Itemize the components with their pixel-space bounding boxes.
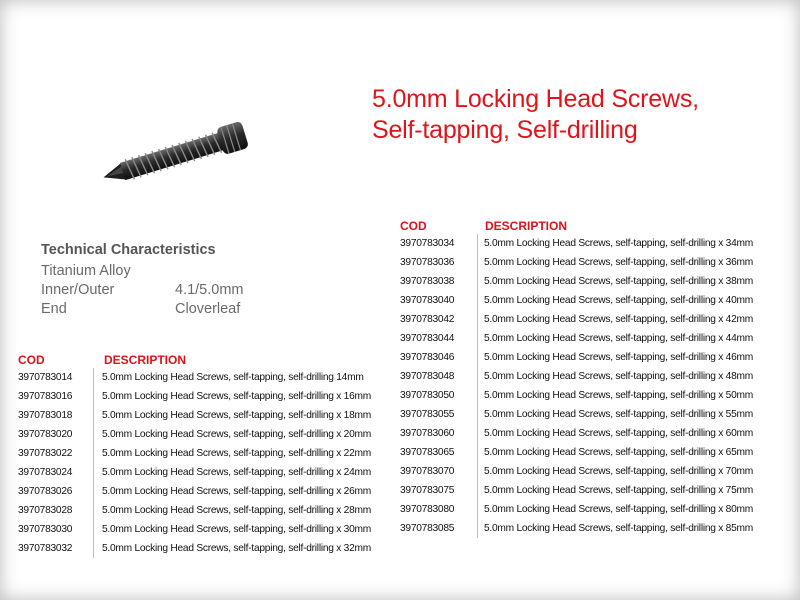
table-row (18, 406, 371, 425)
material-value: Titanium Alloy (41, 263, 131, 279)
table-row (400, 310, 753, 329)
code-column-header: COD (400, 219, 427, 233)
product-description: 5.0mm Locking Head Screws, self-tapping, self-drilling x 80mm (484, 504, 753, 515)
product-description: 5.0mm Locking Head Screws, self-tapping, self-drilling x 34mm (484, 238, 753, 249)
spec-row-inner-outer (41, 281, 244, 300)
table-row (400, 291, 753, 310)
product-code: 3970783016 (18, 391, 73, 402)
product-code: 3970783055 (400, 409, 455, 420)
locking-head-screw-icon (100, 118, 264, 190)
product-code: 3970783065 (400, 447, 455, 458)
table-row (400, 386, 753, 405)
technical-heading: Technical Characteristics (41, 242, 216, 258)
table-row (400, 462, 753, 481)
column-divider (477, 234, 478, 538)
table-row (400, 234, 753, 253)
product-code: 3970783046 (400, 352, 455, 363)
product-description: 5.0mm Locking Head Screws, self-tapping, self-drilling x 40mm (484, 295, 753, 306)
code-column-header: COD (18, 353, 45, 367)
spec-row-end (41, 300, 244, 319)
table-row (400, 348, 753, 367)
product-description: 5.0mm Locking Head Screws, self-tapping, self-drilling x 65mm (484, 447, 753, 458)
spec-value: 4.1/5.0mm (175, 282, 244, 298)
product-code: 3970783060 (400, 428, 455, 439)
table-row (400, 500, 753, 519)
table-row (400, 253, 753, 272)
spec-value: Cloverleaf (175, 301, 241, 317)
product-description: 5.0mm Locking Head Screws, self-tapping, self-drilling x 50mm (484, 390, 753, 401)
product-description: 5.0mm Locking Head Screws, self-tapping, self-drilling x 55mm (484, 409, 753, 420)
product-code: 3970783050 (400, 390, 455, 401)
table-row (400, 481, 753, 500)
product-code: 3970783024 (18, 467, 73, 478)
product-code: 3970783038 (400, 276, 455, 287)
product-description: 5.0mm Locking Head Screws, self-tapping, self-drilling x 24mm (102, 467, 371, 478)
product-code: 3970783036 (400, 257, 455, 268)
table-body (18, 368, 371, 558)
description-column-header: DESCRIPTION (485, 219, 568, 233)
product-code: 3970783014 (18, 372, 73, 383)
table-body (400, 234, 753, 538)
title-line-2: Self-tapping, Self-drilling (372, 116, 638, 144)
product-description: 5.0mm Locking Head Screws, self-tapping, self-drilling x 28mm (102, 505, 371, 516)
product-table-left (18, 352, 371, 558)
product-code: 3970783075 (400, 485, 455, 496)
table-row (400, 519, 753, 538)
product-description: 5.0mm Locking Head Screws, self-tapping, self-drilling x 26mm (102, 486, 371, 497)
product-description: 5.0mm Locking Head Screws, self-tapping, self-drilling 14mm (102, 372, 364, 383)
product-code: 3970783080 (400, 504, 455, 515)
table-header (18, 352, 371, 368)
table-row (400, 272, 753, 291)
table-row (400, 367, 753, 386)
table-row (400, 329, 753, 348)
table-row (18, 463, 371, 482)
product-code: 3970783018 (18, 410, 73, 421)
product-code: 3970783030 (18, 524, 73, 535)
product-code: 3970783048 (400, 371, 455, 382)
product-code: 3970783044 (400, 333, 455, 344)
product-description: 5.0mm Locking Head Screws, self-tapping, self-drilling x 85mm (484, 523, 753, 534)
product-description: 5.0mm Locking Head Screws, self-tapping, self-drilling x 20mm (102, 429, 371, 440)
product-code: 3970783032 (18, 543, 73, 554)
table-row (18, 520, 371, 539)
description-column-header: DESCRIPTION (104, 353, 187, 367)
product-description: 5.0mm Locking Head Screws, self-tapping, self-drilling x 70mm (484, 466, 753, 477)
product-description: 5.0mm Locking Head Screws, self-tapping, self-drilling x 30mm (102, 524, 371, 535)
product-description: 5.0mm Locking Head Screws, self-tapping, self-drilling x 44mm (484, 333, 753, 344)
product-code: 3970783028 (18, 505, 73, 516)
product-code: 3970783042 (400, 314, 455, 325)
product-code: 3970783020 (18, 429, 73, 440)
product-description: 5.0mm Locking Head Screws, self-tapping, self-drilling x 60mm (484, 428, 753, 439)
table-row (18, 368, 371, 387)
table-header (400, 218, 753, 234)
table-row (18, 425, 371, 444)
table-row (400, 405, 753, 424)
product-description: 5.0mm Locking Head Screws, self-tapping, self-drilling x 18mm (102, 410, 371, 421)
product-code: 3970783034 (400, 238, 455, 249)
table-row (18, 444, 371, 463)
product-description: 5.0mm Locking Head Screws, self-tapping, self-drilling x 22mm (102, 448, 371, 459)
title-line-1: 5.0mm Locking Head Screws, (372, 85, 699, 113)
product-description: 5.0mm Locking Head Screws, self-tapping, self-drilling x 32mm (102, 543, 371, 554)
product-description: 5.0mm Locking Head Screws, self-tapping, self-drilling x 38mm (484, 276, 753, 287)
column-divider (93, 368, 94, 558)
spec-label: End (41, 301, 67, 317)
table-row (400, 424, 753, 443)
table-row (18, 539, 371, 558)
product-description: 5.0mm Locking Head Screws, self-tapping, self-drilling x 36mm (484, 257, 753, 268)
product-table-right (400, 218, 753, 538)
technical-characteristics (41, 242, 244, 319)
material-row (41, 262, 244, 281)
product-description: 5.0mm Locking Head Screws, self-tapping, self-drilling x 46mm (484, 352, 753, 363)
product-description: 5.0mm Locking Head Screws, self-tapping, self-drilling x 75mm (484, 485, 753, 496)
page-title (372, 84, 699, 146)
table-row (18, 387, 371, 406)
table-row (400, 443, 753, 462)
product-code: 3970783026 (18, 486, 73, 497)
table-row (18, 482, 371, 501)
product-code: 3970783085 (400, 523, 455, 534)
product-description: 5.0mm Locking Head Screws, self-tapping, self-drilling x 48mm (484, 371, 753, 382)
product-code: 3970783070 (400, 466, 455, 477)
product-code: 3970783040 (400, 295, 455, 306)
table-row (18, 501, 371, 520)
product-description: 5.0mm Locking Head Screws, self-tapping, self-drilling x 16mm (102, 391, 371, 402)
spec-label: Inner/Outer (41, 282, 115, 298)
product-code: 3970783022 (18, 448, 73, 459)
product-description: 5.0mm Locking Head Screws, self-tapping, self-drilling x 42mm (484, 314, 753, 325)
